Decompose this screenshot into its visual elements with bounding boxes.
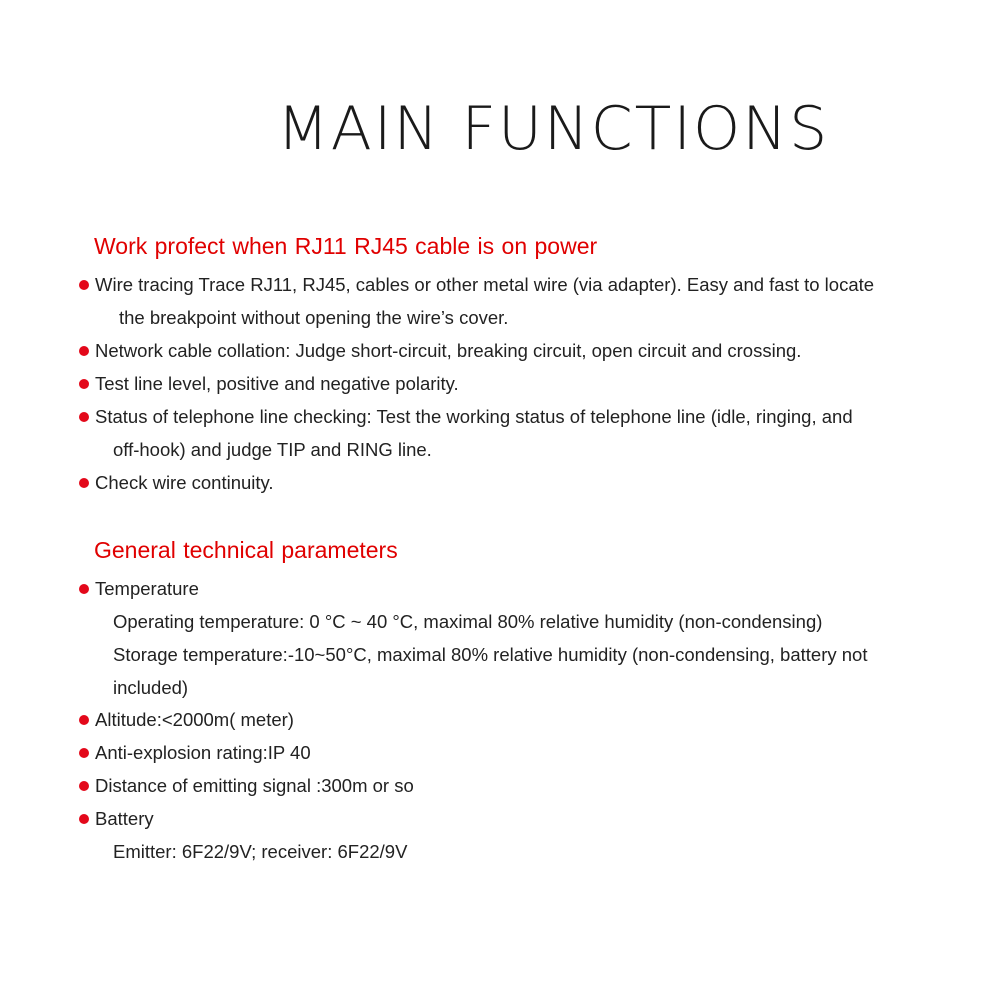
red-dot-icon	[79, 280, 89, 290]
list-item-text: Test line level, positive and negative polarity.	[95, 373, 459, 394]
red-dot-icon	[79, 814, 89, 824]
red-dot-icon	[79, 412, 89, 422]
list-item-text: Temperature	[95, 578, 199, 599]
red-dot-icon	[79, 478, 89, 488]
list-item-continuation: the breakpoint without opening the wire’s cover.	[119, 307, 509, 328]
red-dot-icon	[79, 584, 89, 594]
list-item-text: Check wire continuity.	[95, 472, 274, 493]
page-title: MAIN FUNCTIONS	[277, 94, 830, 164]
list-item-text: Wire tracing Trace RJ11, RJ45, cables or other metal wire (via adapter). Easy and fast to locate	[95, 274, 875, 295]
red-dot-icon	[79, 748, 89, 758]
section-heading-functions: Work profect when RJ11 RJ45 cable is on power	[94, 233, 598, 259]
list-item-text: Distance of emitting signal :300m or so	[95, 775, 414, 796]
list-item-sub-line: included)	[113, 677, 189, 698]
list-item-text: Altitude:<2000m( meter)	[95, 709, 294, 730]
list-item-sub-line: Emitter: 6F22/9V; receiver: 6F22/9V	[113, 841, 408, 862]
list-item-text: Battery	[95, 808, 154, 829]
list-item-continuation: off-hook) and judge TIP and RING line.	[113, 439, 432, 460]
red-dot-icon	[79, 379, 89, 389]
list-item-text: Status of telephone line checking: Test the working status of telephone line (idle, ringing, and	[95, 406, 853, 427]
red-dot-icon	[79, 781, 89, 791]
list-item-text: Anti-explosion rating:IP 40	[95, 742, 311, 763]
list-item-sub-line: Storage temperature:-10~50°C, maximal 80% relative humidity (non-condensing, battery not	[113, 644, 868, 665]
section-heading-parameters: General technical parameters	[94, 537, 398, 563]
list-item-text: Network cable collation: Judge short-circuit, breaking circuit, open circuit and crossing.	[95, 340, 802, 361]
red-dot-icon	[79, 346, 89, 356]
red-dot-icon	[79, 715, 89, 725]
list-item-sub-line: Operating temperature: 0 °C ~ 40 °C, maximal 80% relative humidity (non-condensing)	[113, 611, 823, 632]
